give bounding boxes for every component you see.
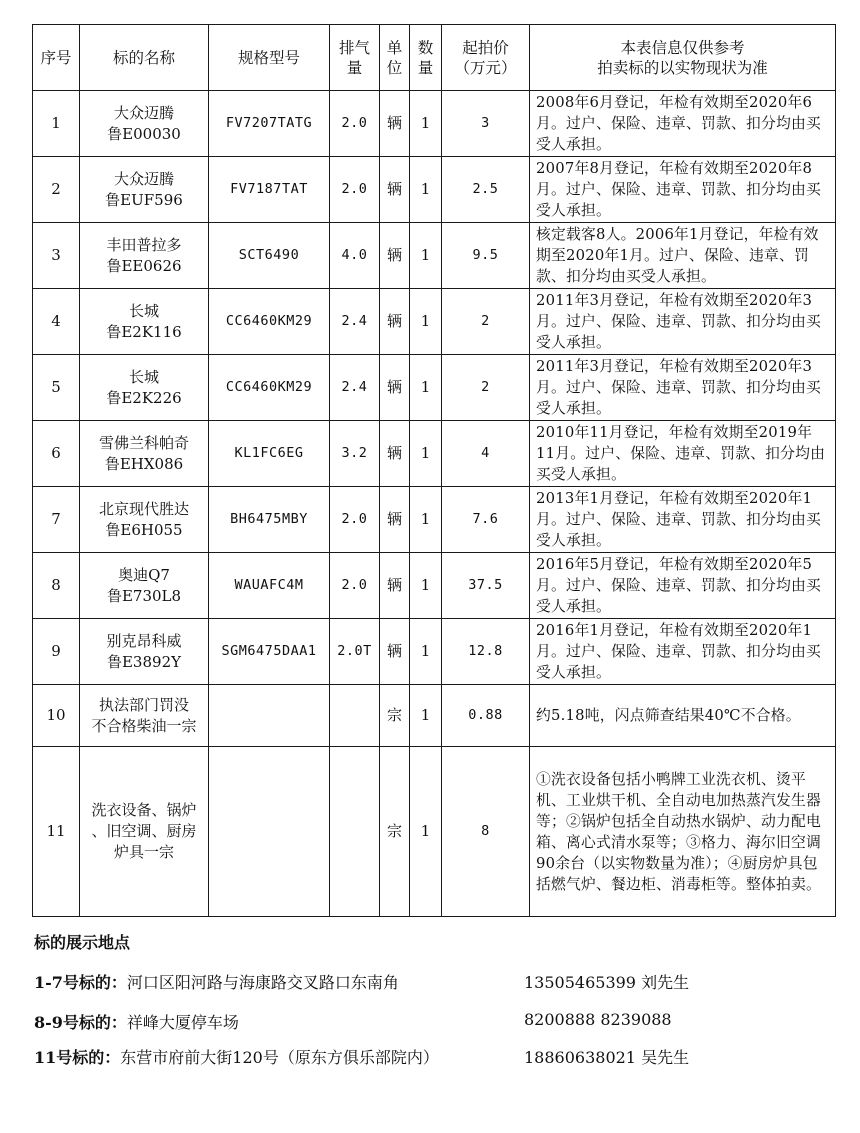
header-qty-line1: 数 — [417, 38, 434, 57]
cell-name-line2: 鲁E3892Y — [106, 652, 182, 671]
table-header-row — [33, 25, 836, 91]
table-row — [33, 91, 836, 157]
cell-model — [209, 747, 330, 917]
header-unit-line1: 单 — [386, 38, 403, 57]
cell-name — [80, 619, 209, 685]
cell-name-line2: 鲁EHX086 — [104, 454, 184, 473]
cell-price: 7.6 — [442, 487, 530, 553]
table-row — [33, 421, 836, 487]
table-row — [33, 487, 836, 553]
cell-qty: 1 — [410, 355, 442, 421]
cell-no: 10 — [33, 685, 80, 747]
cell-note: 2016年1月登记，年检有效期至2020年1月。过户、保险、违章、罚款、扣分均由买受人承担。 — [530, 619, 836, 685]
cell-name — [80, 553, 209, 619]
cell-note: 2011年3月登记，年检有效期至2020年3月。过户、保险、违章、罚款、扣分均由买受人承担。 — [530, 289, 836, 355]
cell-displacement: 2.4 — [330, 355, 380, 421]
cell-no: 11 — [33, 747, 80, 917]
table-row — [33, 157, 836, 223]
auction-items-table — [32, 24, 836, 917]
cell-displacement: 2.0 — [330, 91, 380, 157]
cell-no: 8 — [33, 553, 80, 619]
cell-name — [80, 747, 209, 917]
header-note-line1: 本表信息仅供参考 — [620, 38, 745, 57]
location-label: 1-7号标的： — [34, 973, 127, 992]
cell-model: CC6460KM29 — [209, 355, 330, 421]
cell-model: BH6475MBY — [209, 487, 330, 553]
cell-price: 9.5 — [442, 223, 530, 289]
cell-name-line1: 执法部门罚没 — [98, 695, 189, 714]
cell-no: 5 — [33, 355, 80, 421]
cell-name-line1: 北京现代胜达 — [98, 499, 189, 518]
cell-unit: 辆 — [380, 619, 410, 685]
cell-note: 约5.18吨，闪点筛查结果40℃不合格。 — [530, 685, 836, 747]
header-note — [530, 25, 836, 91]
cell-name-line1: 洗衣设备、锅炉 — [91, 801, 197, 819]
location-contact: 13505465399 刘先生 — [524, 973, 690, 992]
cell-unit: 辆 — [380, 421, 410, 487]
cell-name-line2: 、旧空调、厨房 — [91, 822, 197, 840]
cell-no: 3 — [33, 223, 80, 289]
header-displacement-line1: 排气 — [338, 38, 370, 57]
cell-unit: 辆 — [380, 553, 410, 619]
cell-name-line1: 长城 — [128, 367, 159, 386]
cell-qty: 1 — [410, 747, 442, 917]
header-displacement-line2: 量 — [346, 58, 363, 77]
cell-price: 0.88 — [442, 685, 530, 747]
cell-name — [80, 289, 209, 355]
header-qty — [410, 25, 442, 91]
header-price-line2: （万元） — [454, 58, 517, 77]
cell-name-line1: 奥迪Q7 — [118, 565, 170, 584]
cell-model: SCT6490 — [209, 223, 330, 289]
cell-name-line2: 鲁EUF596 — [105, 190, 183, 209]
cell-unit: 宗 — [380, 747, 410, 917]
cell-name — [80, 91, 209, 157]
cell-no: 6 — [33, 421, 80, 487]
cell-price: 12.8 — [442, 619, 530, 685]
cell-displacement — [330, 747, 380, 917]
cell-qty: 1 — [410, 487, 442, 553]
cell-price: 37.5 — [442, 553, 530, 619]
cell-qty: 1 — [410, 91, 442, 157]
header-price-line1: 起拍价 — [462, 38, 509, 57]
cell-unit: 宗 — [380, 685, 410, 747]
cell-note: 2016年5月登记，年检有效期至2020年5月。过户、保险、违章、罚款、扣分均由买受人承担。 — [530, 553, 836, 619]
header-unit — [380, 25, 410, 91]
cell-model: WAUAFC4M — [209, 553, 330, 619]
cell-name — [80, 157, 209, 223]
cell-displacement: 3.2 — [330, 421, 380, 487]
location-label: 11号标的： — [34, 1048, 121, 1067]
table-row — [33, 289, 836, 355]
location-contact: 8200888 8239088 — [524, 1010, 672, 1029]
header-model: 规格型号 — [209, 25, 330, 91]
location-place: 祥峰大厦停车场 — [126, 1013, 239, 1032]
cell-note: 2013年1月登记，年检有效期至2020年1月。过户、保险、违章、罚款、扣分均由买受人承担。 — [530, 487, 836, 553]
cell-model: CC6460KM29 — [209, 289, 330, 355]
cell-name-line1: 长城 — [128, 301, 159, 320]
cell-name-line1: 雪佛兰科帕奇 — [98, 433, 189, 452]
header-displacement — [330, 25, 380, 91]
cell-unit: 辆 — [380, 157, 410, 223]
cell-model: KL1FC6EG — [209, 421, 330, 487]
cell-price: 4 — [442, 421, 530, 487]
cell-no: 1 — [33, 91, 80, 157]
cell-qty: 1 — [410, 619, 442, 685]
cell-no: 7 — [33, 487, 80, 553]
cell-name-line2: 鲁E2K116 — [106, 322, 182, 341]
cell-name-line2: 鲁EE0626 — [106, 256, 182, 275]
header-qty-line2: 量 — [417, 58, 434, 77]
display-location-heading: 标的展示地点 — [34, 933, 131, 952]
cell-name-line2: 鲁E2K226 — [106, 388, 182, 407]
cell-name — [80, 685, 209, 747]
cell-qty: 1 — [410, 685, 442, 747]
table-row — [33, 685, 836, 747]
cell-model: SGM6475DAA1 — [209, 619, 330, 685]
cell-unit: 辆 — [380, 487, 410, 553]
cell-displacement: 2.0 — [330, 553, 380, 619]
cell-name-line2: 不合格柴油一宗 — [91, 716, 197, 735]
cell-price: 8 — [442, 747, 530, 917]
location-contact: 18860638021 吴先生 — [524, 1048, 690, 1067]
table-row — [33, 619, 836, 685]
cell-name-line1: 别克昂科威 — [106, 631, 182, 650]
cell-displacement — [330, 685, 380, 747]
cell-name-line2: 鲁E730L8 — [106, 586, 182, 605]
cell-unit: 辆 — [380, 91, 410, 157]
cell-qty: 1 — [410, 223, 442, 289]
cell-note: ①洗衣设备包括小鸭牌工业洗衣机、烫平机、工业烘干机、全自动电加热蒸汽发生器等；②锅炉包括全自动热水锅炉、动力配电箱、离心式清水泵等；③格力、海尔旧空调90余台（以实物数量为准）；④厨房炉具包括燃气炉、餐边柜、消毒柜等。整体拍卖。 — [530, 747, 836, 917]
cell-name-line1: 大众迈腾 — [113, 103, 174, 122]
cell-model: FV7187TAT — [209, 157, 330, 223]
cell-displacement: 2.4 — [330, 289, 380, 355]
cell-model — [209, 685, 330, 747]
cell-note: 核定载客8人。2006年1月登记，年检有效期至2020年1月。过户、保险、违章、罚款、扣分均由买受人承担。 — [530, 223, 836, 289]
cell-qty: 1 — [410, 421, 442, 487]
cell-unit: 辆 — [380, 355, 410, 421]
cell-name-line1: 丰田普拉多 — [106, 235, 182, 254]
cell-name — [80, 355, 209, 421]
cell-name — [80, 487, 209, 553]
cell-note: 2010年11月登记，年检有效期至2019年11月。过户、保险、违章、罚款、扣分均由买受人承担。 — [530, 421, 836, 487]
cell-displacement: 4.0 — [330, 223, 380, 289]
cell-qty: 1 — [410, 553, 442, 619]
cell-price: 3 — [442, 91, 530, 157]
cell-name-line1: 大众迈腾 — [113, 169, 174, 188]
cell-qty: 1 — [410, 289, 442, 355]
display-location-line — [34, 970, 690, 993]
table-row — [33, 747, 836, 917]
table-row — [33, 553, 836, 619]
cell-displacement: 2.0T — [330, 619, 380, 685]
cell-name-line2: 鲁E6H055 — [105, 520, 183, 539]
cell-price: 2.5 — [442, 157, 530, 223]
header-note-line2: 拍卖标的以实物现状为准 — [597, 58, 768, 77]
display-location-line — [34, 1045, 690, 1068]
cell-note: 2011年3月登记，年检有效期至2020年3月。过户、保险、违章、罚款、扣分均由买受人承担。 — [530, 355, 836, 421]
cell-displacement: 2.0 — [330, 487, 380, 553]
cell-model: FV7207TATG — [209, 91, 330, 157]
cell-price: 2 — [442, 289, 530, 355]
cell-name-line3: 炉具一宗 — [113, 843, 174, 861]
table-row — [33, 223, 836, 289]
cell-name — [80, 223, 209, 289]
header-no: 序号 — [33, 25, 80, 91]
display-location-line — [34, 1010, 672, 1033]
cell-displacement: 2.0 — [330, 157, 380, 223]
cell-name-line2: 鲁E00030 — [107, 124, 181, 143]
table-row — [33, 355, 836, 421]
location-label: 8-9号标的： — [34, 1013, 127, 1032]
cell-no: 2 — [33, 157, 80, 223]
cell-no: 9 — [33, 619, 80, 685]
cell-unit: 辆 — [380, 223, 410, 289]
cell-unit: 辆 — [380, 289, 410, 355]
cell-price: 2 — [442, 355, 530, 421]
cell-note: 2008年6月登记，年检有效期至2020年6月。过户、保险、违章、罚款、扣分均由买受人承担。 — [530, 91, 836, 157]
cell-qty: 1 — [410, 157, 442, 223]
cell-name — [80, 421, 209, 487]
cell-no: 4 — [33, 289, 80, 355]
location-place: 河口区阳河路与海康路交叉路口东南角 — [126, 973, 399, 992]
header-name: 标的名称 — [80, 25, 209, 91]
header-unit-line2: 位 — [386, 58, 403, 77]
header-price — [442, 25, 530, 91]
cell-note: 2007年8月登记，年检有效期至2020年8月。过户、保险、违章、罚款、扣分均由买受人承担。 — [530, 157, 836, 223]
location-place: 东营市府前大街120号（原东方俱乐部院内） — [120, 1048, 439, 1067]
